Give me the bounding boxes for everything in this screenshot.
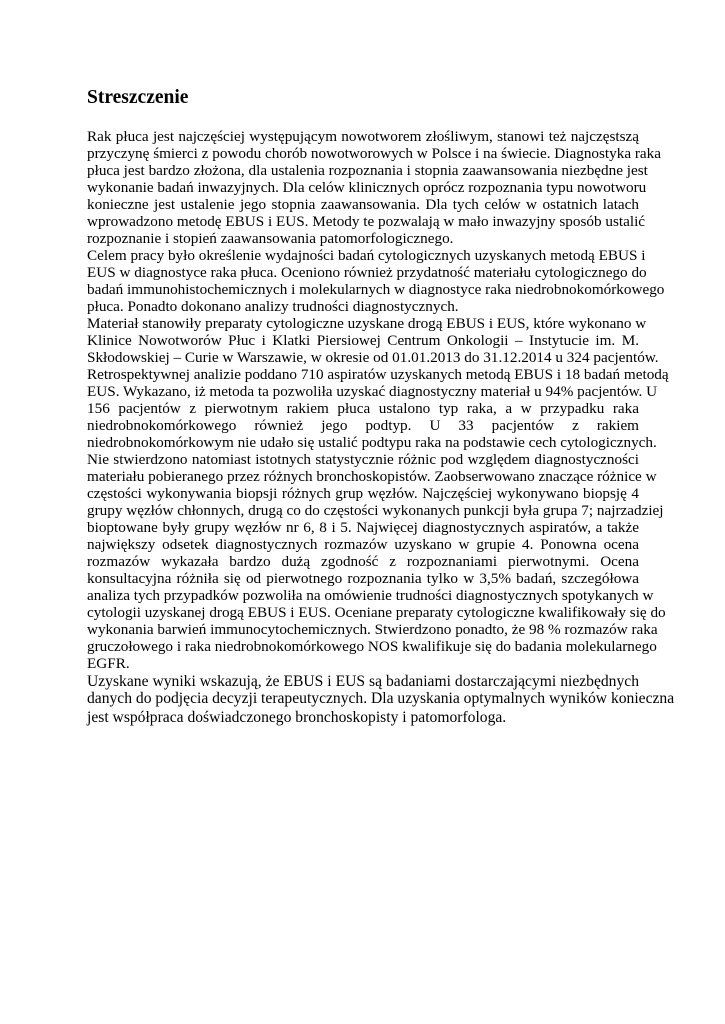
text-line: 156 pacjentów z pierwotnym rakiem płuca ustalono typ raka, a w przypadku raka	[87, 400, 639, 417]
text-line: Celem pracy było określenie wydajności badań cytologicznych uzyskanych metodą EBUS i	[87, 247, 646, 264]
text-line: Materiał stanowiły preparaty cytologiczne uzyskane drogą EBUS i EUS, które wykonano w	[87, 315, 647, 332]
text-line: cytologii uzyskanej drogą EBUS i EUS. Oceniane preparaty cytologiczne kwalifikowały się do	[87, 604, 666, 621]
text-line: Uzyskane wyniki wskazują, że EBUS i EUS są badaniami dostarczającymi niezbędnych	[87, 673, 639, 690]
text-line: jest współpraca doświadczonego bronchoskopisty i patomorfologa.	[87, 709, 507, 726]
text-line: wprowadzono metodę EBUS i EUS. Metody te pozwalają w mało inwazyjny sposób ustalić	[87, 213, 646, 230]
text-line: bioptowane były grupy węzłów nr 6, 8 i 5. Najwięcej diagnostycznych aspiratów, a także	[87, 519, 639, 536]
text-line: Retrospektywnej analizie poddano 710 aspiratów uzyskanych metodą EBUS i 18 badań metodą	[87, 366, 669, 383]
text-line: konsultacyjna różniła się od pierwotnego rozpoznania tylko w 3,5% badań, szczegółowa	[87, 570, 639, 587]
text-line: rozpoznanie i stopień zaawansowania patomorfologicznego.	[87, 230, 454, 247]
text-line: przyczynę śmierci z powodu chorób nowotworowych w Polsce i na świecie. Diagnostyka raka	[87, 145, 662, 162]
text-line: EGFR.	[87, 655, 130, 672]
text-line: wykonanie badań inwazyjnych. Dla celów klinicznych oprócz rozpoznania typu nowotworu	[87, 179, 647, 196]
text-line: płuca jest bardzo złożona, dla ustalenia rozpoznania i stopnia zaawansowania niezbędne jest	[87, 162, 648, 179]
text-line: największy odsetek diagnostycznych rozmazów uzyskano w grupie 4. Ponowna ocena	[87, 536, 639, 553]
text-line: EUS. Wykazano, iż metoda ta pozwoliła uzyskać diagnostyczny materiał u 94% pacjentów. U	[87, 383, 658, 400]
text-line: rozmazów wykazała bardzo dużą zgodność z rozpoznaniami pierwotnymi. Ocena	[87, 553, 639, 570]
text-line: danych do podjęcia decyzji terapeutycznych. Dla uzyskania optymalnych wyników konieczna	[87, 690, 675, 707]
text-line: wykonania barwień immunocytochemicznych. Stwierdzono ponadto, że 98 % rozmazów raka	[87, 621, 658, 638]
page-title: Streszczenie	[87, 87, 189, 108]
text-line: płuca. Ponadto dokonano analizy trudności diagnostycznych.	[87, 298, 459, 315]
text-line: analiza tych przypadków pozwoliła na omówienie trudności diagnostycznych spotykanych w	[87, 587, 654, 604]
text-line: Rak płuca jest najczęściej występującym nowotworem złośliwym, stanowi też najczęstszą	[87, 128, 639, 145]
text-line: niedrobnokomórkowego również jego podtyp. U 33 pacjentów z rakiem	[87, 417, 639, 434]
text-line: materiału pobieranego przez różnych bronchoskopistów. Zaobserwowano znaczące różnice w	[87, 468, 657, 485]
text-line: grupy węzłów chłonnych, drugą co do częstości wykonanych punkcji była grupa 7; najrzadziej	[87, 502, 664, 519]
text-line: Klinice Nowotworów Płuc i Klatki Piersiowej Centrum Onkologii – Instytucie im. M.	[87, 332, 639, 349]
text-line: badań immunohistochemicznych i molekularnych w diagnostyce raka niedrobnokomórkowego	[87, 281, 665, 298]
text-line: Nie stwierdzono natomiast istotnych statystycznie różnic pod względem diagnostyczności	[87, 451, 639, 468]
text-line: gruczołowego i raka niedrobnokomórkowego NOS kwalifikuje się do badania molekularnego	[87, 638, 657, 655]
text-line: częstości wykonywania biopsji różnych grup węzłów. Najczęściej wykonywano biopsję 4	[87, 485, 639, 502]
text-line: niedrobnokomórkowym nie udało się ustalić podtypu raka na podstawie cech cytologicznych.	[87, 434, 657, 451]
text-line: Skłodowskiej – Curie w Warszawie, w okresie od 01.01.2013 do 31.12.2014 u 324 pacjentów.	[87, 349, 659, 366]
text-line: konieczne jest ustalenie jego stopnia zaawansowania. Dla tych celów w ostatnich latach	[87, 196, 639, 213]
text-line: EUS w diagnostyce raka płuca. Oceniono również przydatność materiału cytologicznego do	[87, 264, 647, 281]
